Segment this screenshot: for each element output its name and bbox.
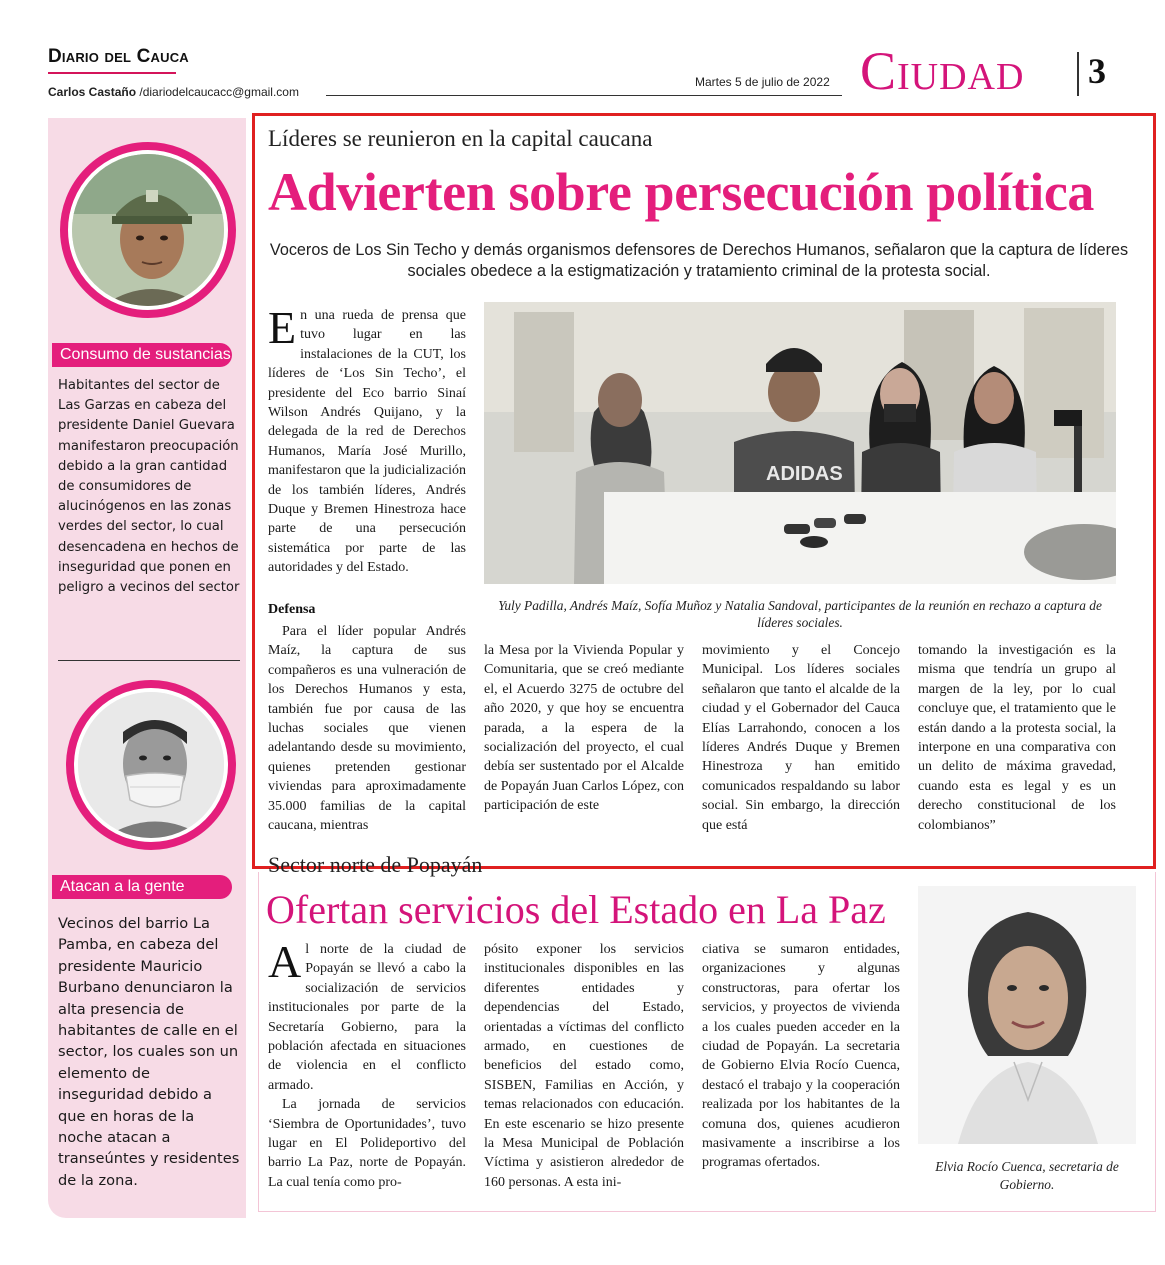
author-line <box>48 85 299 99</box>
man-with-mask-portrait <box>78 692 224 838</box>
main-article-deck: Voceros de Los Sin Techo y demás organismos defensores de Derechos Humanos, señalaron que la captura de líderes sociales obedece a la estigmatización y tratamiento criminal de la protesta social. <box>269 241 1129 280</box>
second-article-col1-p2: La jornada de servicios ‘Siembra de Oportunidades’, tuvo lugar en El Polideportivo del barrio La Paz, norte de Popayán. La cual tenía como pro- <box>268 1097 466 1190</box>
second-photo-caption: Elvia Rocío Cuenca, secretaria de Gobierno. <box>935 1159 1119 1192</box>
second-article-headline: Ofertan servicios del Estado en La Paz <box>266 887 886 932</box>
brief2-portrait <box>66 680 236 850</box>
main-article-col1: Para el líder popular Andrés Maíz, la captura de sus compañeros es una vulneración de los Derechos Humanos y esta, también fue por causa de las luchas sociales que vienen adelantando desde su movimiento, quienes pretenden gestionar viviendas para aproximadamente 35.000 familias de la capital caucana, mientras <box>268 624 466 834</box>
second-article-dropcap: A <box>268 936 302 987</box>
header-rule <box>326 95 842 96</box>
main-article-dropcap: E <box>268 302 297 353</box>
tshirt-logo: ADIDAS <box>766 463 843 485</box>
sidebar-divider <box>58 660 240 661</box>
main-article-col3: movimiento y el Concejo Municipal. Los líderes sociales señalaron que tanto el alcalde de la ciudad y el Gobernador del Cauca Elías Larrahondo, conocen a los líderes Andrés Duque y Bremen Hinestroza y han emitido comunicados respaldando su labor social. Sin embargo, la dirección que está <box>702 643 900 833</box>
masthead-underline <box>48 72 176 74</box>
woman-portrait-image <box>918 886 1136 1144</box>
brief2-text: Vecinos del barrio La Pamba, en cabeza del presidente Mauricio Burbano denunciaron la alta presencia de habitantes de calle en el sector, los cuales son un elemento de inseguridad debido a que en horas de la noche atacan a transeúntes y residentes de la zona. <box>58 915 240 1189</box>
main-article-col4: tomando la investigación es la misma que tendría un grupo al margen de la ley, por lo cual concluye que, el tratamiento que le están dando a la protesta social, la interpone en una comparativa con un delito de máxima gravedad, cuando esta es legal y es un derecho constitucional de los colombianos” <box>918 643 1116 833</box>
page-number: 3 <box>1088 51 1106 91</box>
main-article-kicker: Líderes se reunieron en la capital caucana <box>268 126 653 151</box>
main-article-headline: Advierten sobre persecución política <box>268 162 1095 222</box>
second-article-kicker: Sector norte de Popayán <box>268 852 483 877</box>
second-article-col3: ciativa se sumaron entidades, organizaciones y algunas constructoras, para ofertar los servicios, y proyectos de vivienda a los cuales pueden acceder en la ciudad de Popayán. La secretaria de Gobierno Elvia Rocío Cuenca, destacó el trabajo y la cooperación realizada por los habitantes de la comuna dos, quienes acudieron masivamente a inscribirse a los programas ofertados. <box>702 942 900 1171</box>
issue-date: Martes 5 de julio de 2022 <box>695 75 830 89</box>
author-email: /diariodelcaucacc@gmail.com <box>139 85 299 99</box>
main-article-col2: la Mesa por la Vivienda Popular y Comunitaria, que se creó mediante el, el Acuerdo 3275 de octubre del año 2020, y que hoy se encuentra parada, a la espera de la socialización del proyecto, el cual debía ser sustentado por el Alcalde de Popayán Juan Carlos López, con participación de este <box>484 643 684 814</box>
main-article-subhead: Defensa <box>268 602 316 617</box>
official-portrait <box>918 886 1136 1144</box>
masthead-logo: Diario del Cauca <box>48 46 189 67</box>
section-divider <box>1077 52 1079 96</box>
man-with-cap-portrait <box>72 154 224 306</box>
main-photo-caption: Yuly Padilla, Andrés Maíz, Sofía Muñoz y Natalia Sandoval, participantes de la reunión en rechazo a captura de líderes sociales. <box>498 598 1102 630</box>
brief1-portrait <box>60 142 236 318</box>
second-article-col1: Al norte de la ciudad de Popayán se llevó a cabo la socialización de servicios institucionales por parte de la Secretaría Gobierno, para la población afectada en situaciones de violencia en el conflicto armado. La jornada de servicios ‘Siembra de Oportunidades’, tuvo lugar en El Polideportivo del barrio La Paz, norte de Popayán. La cual tenía como pro- <box>268 940 466 1192</box>
main-article-lead: En una rueda de prensa que tuvo lugar en las instalaciones de la CUT, los líderes de ‘Los Sin Techo’, el presidente del Eco barrio Sinaí Wilson Andrés Quijano, y la delegada de la red de Derechos Humanos, María José Murillo, manifestaron que la judicialización de los también líderes, Andrés Duque y Bremen Hinestroza hace parte de una persecución sistemática por parte de las autoridades y del Estado. <box>268 302 466 576</box>
section-title: Ciudad <box>860 41 1025 101</box>
second-article-col2: pósito exponer los servicios institucionales disponibles en las diferentes entidades y dependencias del Estado, orientadas a víctimas del conflicto armado, en cuestiones de beneficios del estado como, SISBEN, Familias en Acción, y temas relacionados con educación. En este escenario se hizo presente la Mesa Municipal de Población Víctima y asistieron alrededor de 160 personas. A esta ini- <box>484 942 684 1190</box>
brief1-text: Habitantes del sector de Las Garzas en cabeza del presidente Daniel Guevara manifestaron preocupación debido a la gran cantidad de consumidores de alucinógenos en las zonas verdes del sector, lo cual desencadena en hechos de inseguridad que ponen en peligro a vecinos del sector <box>58 378 240 596</box>
brief2-tag: Atacan a la gente <box>52 875 232 899</box>
press-conference-image <box>484 302 1116 584</box>
author-name: Carlos Castaño <box>48 85 137 99</box>
press-conference-photo <box>484 302 1116 584</box>
brief1-tag: Consumo de sustancias <box>52 343 232 367</box>
